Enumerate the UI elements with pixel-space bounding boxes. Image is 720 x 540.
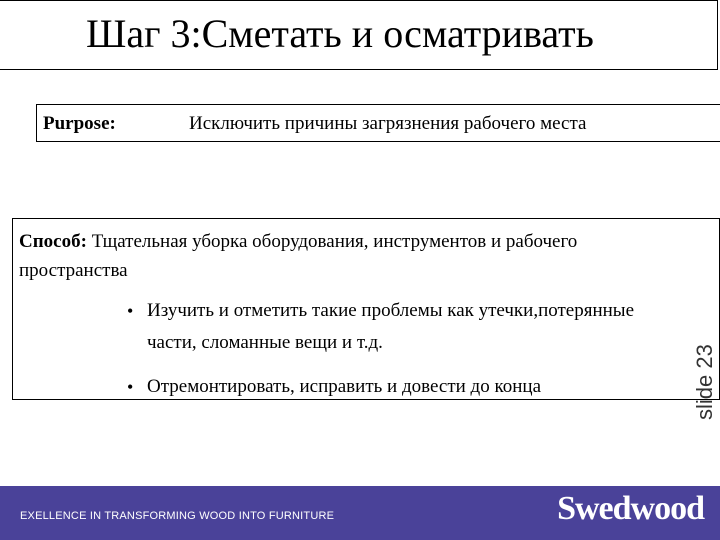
purpose-box — [36, 104, 720, 142]
bullet-icon: • — [127, 301, 134, 321]
purpose-label: Purpose: — [43, 113, 116, 134]
slide-title: Шаг 3:Сметать и осматривать — [86, 11, 594, 56]
bullet-item — [125, 371, 665, 403]
bullet-icon: • — [127, 377, 134, 397]
bullet-text: Отремонтировать, исправить и довести до конца — [147, 376, 541, 397]
slide-number: slide 23 — [692, 344, 717, 420]
method-intro — [19, 227, 659, 285]
method-bullet-list — [125, 295, 665, 415]
method-text: Тщательная уборка оборудования, инструментов и рабочего пространства — [19, 231, 578, 281]
footer-tagline: EXELLENCE IN TRANSFORMING WOOD INTO FURNITURE — [20, 510, 335, 522]
swedwood-logo: Swedwood — [557, 490, 704, 527]
method-box — [12, 218, 720, 400]
bullet-item — [125, 295, 665, 359]
footer-bar — [0, 486, 720, 540]
title-box — [0, 0, 718, 70]
bullet-text: Изучить и отметить такие проблемы как утечки,потерянные части, сломанные вещи и т.д. — [147, 300, 635, 353]
method-label: Способ: — [19, 231, 87, 252]
purpose-text: Исключить причины загрязнения рабочего места — [189, 113, 587, 134]
